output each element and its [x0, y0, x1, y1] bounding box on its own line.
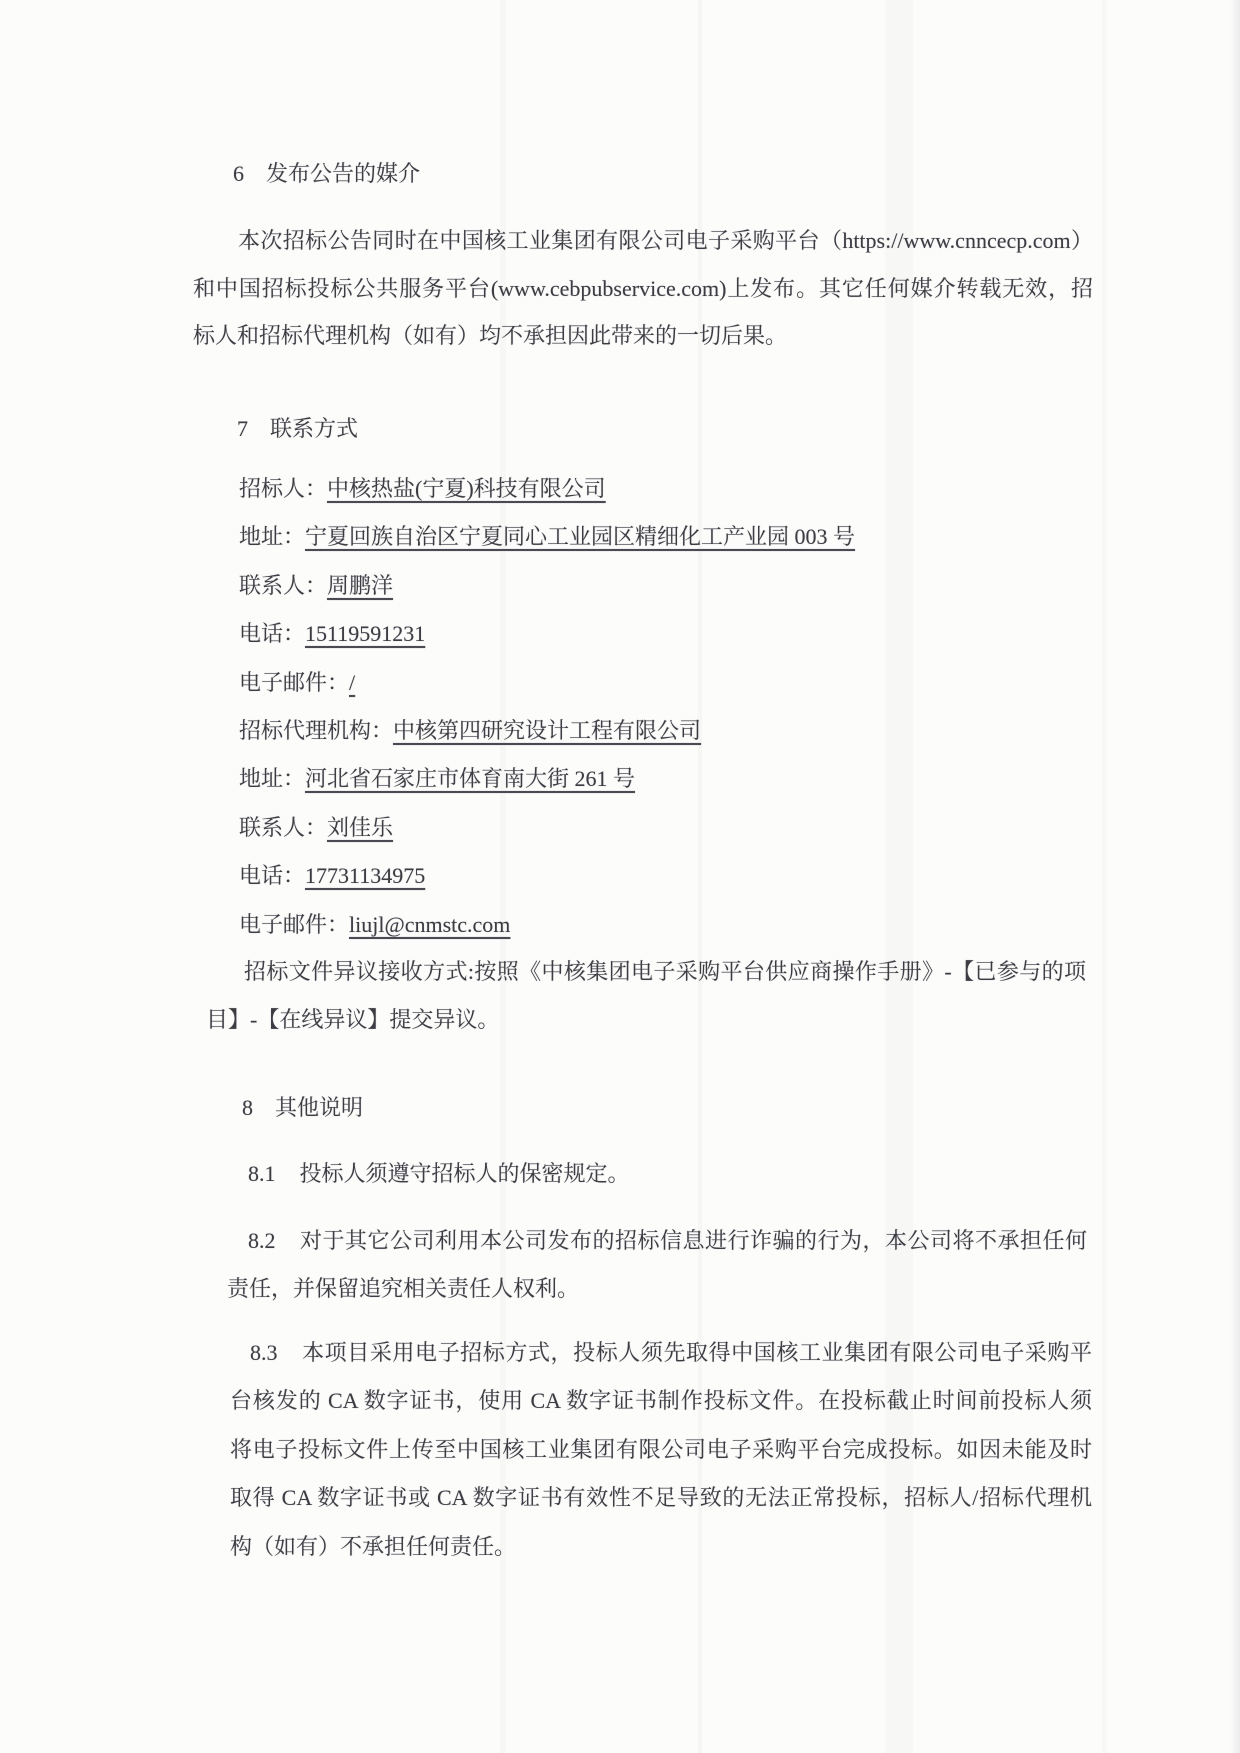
section-6-heading [233, 161, 420, 187]
contact-label: 电子邮件： [239, 911, 350, 937]
item-8-2-text: 对于其它公司利用本公司发布的招标信息进行诈骗的行为，本公司将不承担任何 [299, 1228, 1087, 1253]
contact-value: 河北省石家庄市体育南大街 261 号 [305, 766, 636, 792]
contact-row-agency-contact-person [239, 804, 855, 852]
scan-streak [1102, 0, 1107, 1753]
item-8-1-text: 投标人须遵守招标人的保密规定。 [299, 1161, 630, 1186]
contact-label: 联系人： [239, 814, 328, 840]
contact-label: 联系人： [239, 572, 328, 598]
item-8-3-text: 本项目采用电子招标方式，投标人须先取得中国核工业集团有限公司电子采购平 [301, 1340, 1092, 1365]
contact-value: 17731134975 [305, 863, 426, 889]
contact-row-agency-phone [239, 852, 855, 900]
section-6-title: 发布公告的媒介 [266, 161, 421, 186]
item-8-3 [230, 1329, 1092, 1571]
paragraph-line: 取得 CA 数字证书或 CA 数字证书有效性不足导致的无法正常投标，招标人/招标代理机 [230, 1485, 1092, 1511]
contact-label: 电话： [239, 863, 306, 889]
item-8-3-number: 8.3 [250, 1340, 278, 1365]
section-8-title: 其他说明 [275, 1095, 364, 1120]
contact-value: 周鹏洋 [327, 572, 394, 598]
paragraph-line: 和中国招标投标公共服务平台(www.cebpubservice.com)上发布。其它任何媒介转载无效，招 [193, 275, 1093, 301]
section-7-heading [237, 416, 358, 442]
paragraph-line: 台核发的 CA 数字证书，使用 CA 数字证书制作投标文件。在投标截止时间前投标人须 [230, 1388, 1092, 1414]
contact-label: 电子邮件： [239, 669, 350, 695]
contact-value: liujl@cnmstc.com [349, 911, 511, 937]
paragraph-line: 构（如有）不承担任何责任。 [230, 1533, 517, 1559]
contact-value: 刘佳乐 [327, 814, 394, 840]
contact-row-contact-person [239, 562, 855, 610]
contact-value: 宁夏回族自治区宁夏同心工业园区精细化工产业园 003 号 [305, 524, 856, 550]
paragraph-line: 目】-【在线异议】提交异议。 [206, 1007, 500, 1032]
section-6-number: 6 [233, 161, 244, 186]
item-8-1-number: 8.1 [248, 1161, 276, 1186]
contact-row-agency [239, 707, 855, 755]
section-8-number: 8 [242, 1095, 253, 1120]
scan-edge-shade [1230, 0, 1240, 1753]
contact-value: 中核第四研究设计工程有限公司 [393, 718, 702, 744]
contact-value: / [349, 669, 356, 695]
section-7-number: 7 [237, 416, 248, 441]
item-8-2-number: 8.2 [248, 1228, 276, 1253]
item-8-2 [227, 1217, 1087, 1312]
contact-value: 中核热盐(宁夏)科技有限公司 [327, 476, 606, 501]
contact-row-agency-email [239, 901, 855, 949]
contact-value: 15119591231 [305, 621, 426, 647]
contact-row-email [239, 659, 855, 707]
contact-row-agency-address [239, 755, 855, 803]
paragraph-line: 将电子投标文件上传至中国核工业集团有限公司电子采购平台完成投标。如因未能及时 [230, 1436, 1092, 1462]
section-6-paragraph [193, 217, 1093, 360]
section-8-heading [242, 1095, 363, 1121]
contact-list [239, 465, 855, 949]
section-7-title: 联系方式 [270, 416, 359, 441]
paragraph-line: 标人和招标代理机构（如有）均不承担因此带来的一切后果。 [193, 323, 788, 348]
contact-label: 地址： [239, 766, 306, 792]
paragraph-line: 责任，并保留追究相关责任人权利。 [227, 1275, 580, 1301]
contact-row-phone [239, 610, 855, 658]
contact-label: 招标人： [239, 476, 328, 501]
paragraph-line: 本次招标公告同时在中国核工业集团有限公司电子采购平台（https://www.cnncecp.com） [238, 228, 1093, 253]
item-8-1 [248, 1150, 630, 1198]
contact-row-address [239, 513, 855, 561]
contact-label: 地址： [239, 524, 306, 550]
paragraph-line [227, 1217, 1087, 1265]
contact-label: 电话： [239, 621, 306, 647]
contact-label: 招标代理机构： [239, 718, 394, 744]
paragraph-line [230, 1329, 1092, 1377]
contact-row-tenderee [239, 465, 855, 513]
paragraph-line: 招标文件异议接收方式:按照《中核集团电子采购平台供应商操作手册》-【已参与的项 [244, 959, 1086, 984]
objection-note-paragraph [206, 948, 1086, 1044]
